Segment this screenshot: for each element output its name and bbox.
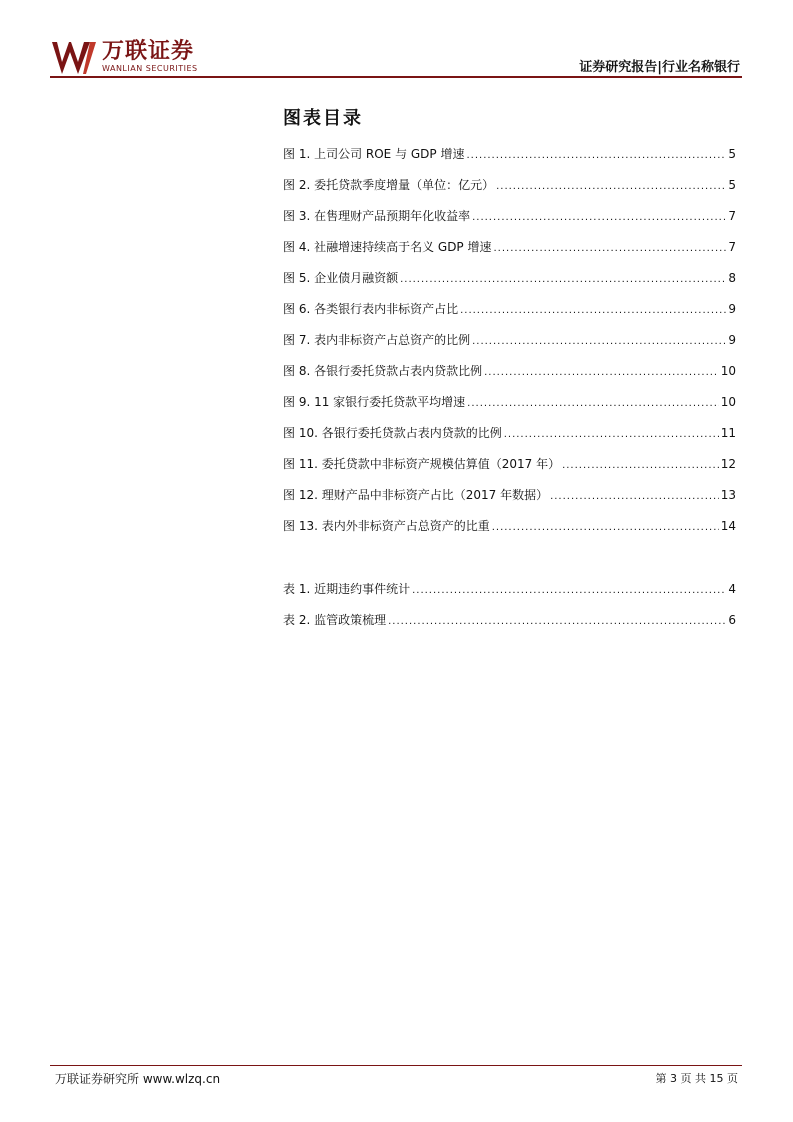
toc-leader-dots [472, 212, 726, 223]
toc-entry[interactable] [283, 486, 736, 506]
toc-leader-dots [388, 616, 726, 627]
toc-entry[interactable] [283, 300, 736, 320]
toc-entry-label: 表 1. 近期违约事件统计 [283, 582, 411, 596]
toc-entry-label: 图 4. 社融增速持续高于名义 GDP 增速 [283, 240, 492, 254]
toc-entry-label: 图 11. 委托贷款中非标资产规模估算值（2017 年） [283, 457, 561, 471]
toc-leader-dots [493, 243, 726, 254]
toc-entry-label: 图 8. 各银行委托贷款占表内贷款比例 [283, 364, 483, 378]
toc-leader-dots [467, 398, 719, 409]
toc-leader-dots [492, 522, 719, 533]
toc-entry-page: 8 [728, 271, 736, 285]
toc-entry[interactable] [283, 331, 736, 351]
toc-entry[interactable] [283, 393, 736, 413]
toc-leader-dots [504, 429, 719, 440]
toc-entry-label: 图 10. 各银行委托贷款占表内贷款的比例 [283, 426, 502, 440]
toc-leader-dots [460, 305, 726, 316]
toc-entry-page: 14 [720, 519, 736, 533]
toc-entry-label: 图 9. 11 家银行委托贷款平均增速 [283, 395, 466, 409]
toc-entry-page: 5 [728, 147, 736, 161]
page-header [50, 40, 740, 80]
toc-entry[interactable] [283, 362, 736, 382]
toc-entry-page: 5 [728, 178, 736, 192]
toc-leader-dots [400, 274, 726, 285]
toc-entry[interactable] [283, 580, 736, 600]
toc-entry[interactable] [283, 455, 736, 475]
toc-entry-page: 12 [720, 457, 736, 471]
toc-entry-page: 4 [728, 582, 736, 596]
toc-entry[interactable] [283, 238, 736, 258]
toc-entry-page: 7 [728, 240, 736, 254]
toc-entry-page: 9 [728, 302, 736, 316]
toc-leader-dots [412, 585, 726, 596]
logo-name-en: WANLIAN SECURITIES [102, 64, 198, 73]
footer-source: 万联证券研究所 www.wlzq.cn [55, 1072, 221, 1086]
toc-leader-dots [550, 491, 719, 502]
toc-entry-page: 6 [728, 613, 736, 627]
page-number: 第 3 页 共 15 页 [655, 1072, 738, 1085]
toc-entry-label: 表 2. 监管政策梳理 [283, 613, 387, 627]
header-divider [50, 76, 742, 78]
toc-leader-dots [466, 150, 726, 161]
toc-entry[interactable] [283, 145, 736, 165]
toc-leader-dots [484, 367, 719, 378]
toc-entry-label: 图 6. 各类银行表内非标资产占比 [283, 302, 459, 316]
toc-entry-label: 图 2. 委托贷款季度增量（单位：亿元） [283, 178, 495, 192]
toc-entry-page: 10 [720, 364, 736, 378]
toc-entry[interactable] [283, 176, 736, 196]
toc-entry[interactable] [283, 517, 736, 537]
toc-entry[interactable] [283, 207, 736, 227]
toc-entry-page: 11 [720, 426, 736, 440]
toc-entry-label: 图 3. 在售理财产品预期年化收益率 [283, 209, 471, 223]
toc-entry[interactable] [283, 611, 736, 631]
toc-entry-label: 图 7. 表内非标资产占总资产的比例 [283, 333, 471, 347]
toc-entry-label: 图 13. 表内外非标资产占总资产的比重 [283, 519, 490, 533]
footer-divider [50, 1065, 742, 1066]
toc-entry[interactable] [283, 424, 736, 444]
toc-leader-dots [562, 460, 719, 471]
company-logo [50, 40, 198, 76]
toc-entry-label: 图 12. 理财产品中非标资产占比（2017 年数据） [283, 488, 549, 502]
toc-entry-page: 7 [728, 209, 736, 223]
toc-entry-page: 9 [728, 333, 736, 347]
toc-entry-page: 10 [720, 395, 736, 409]
logo-w-icon [50, 40, 98, 76]
toc-entry-label: 图 5. 企业债月融资额 [283, 271, 399, 285]
logo-name-cn: 万联证券 [102, 39, 195, 64]
toc-entry-label: 图 1. 上司公司 ROE 与 GDP 增速 [283, 147, 465, 161]
report-type: 证券研究报告|行业名称银行 [579, 60, 740, 75]
toc-leader-dots [472, 336, 726, 347]
toc-entry[interactable] [283, 269, 736, 289]
toc-entry-page: 13 [720, 488, 736, 502]
page-title: 图表目录 [283, 108, 363, 129]
toc-leader-dots [496, 181, 726, 192]
